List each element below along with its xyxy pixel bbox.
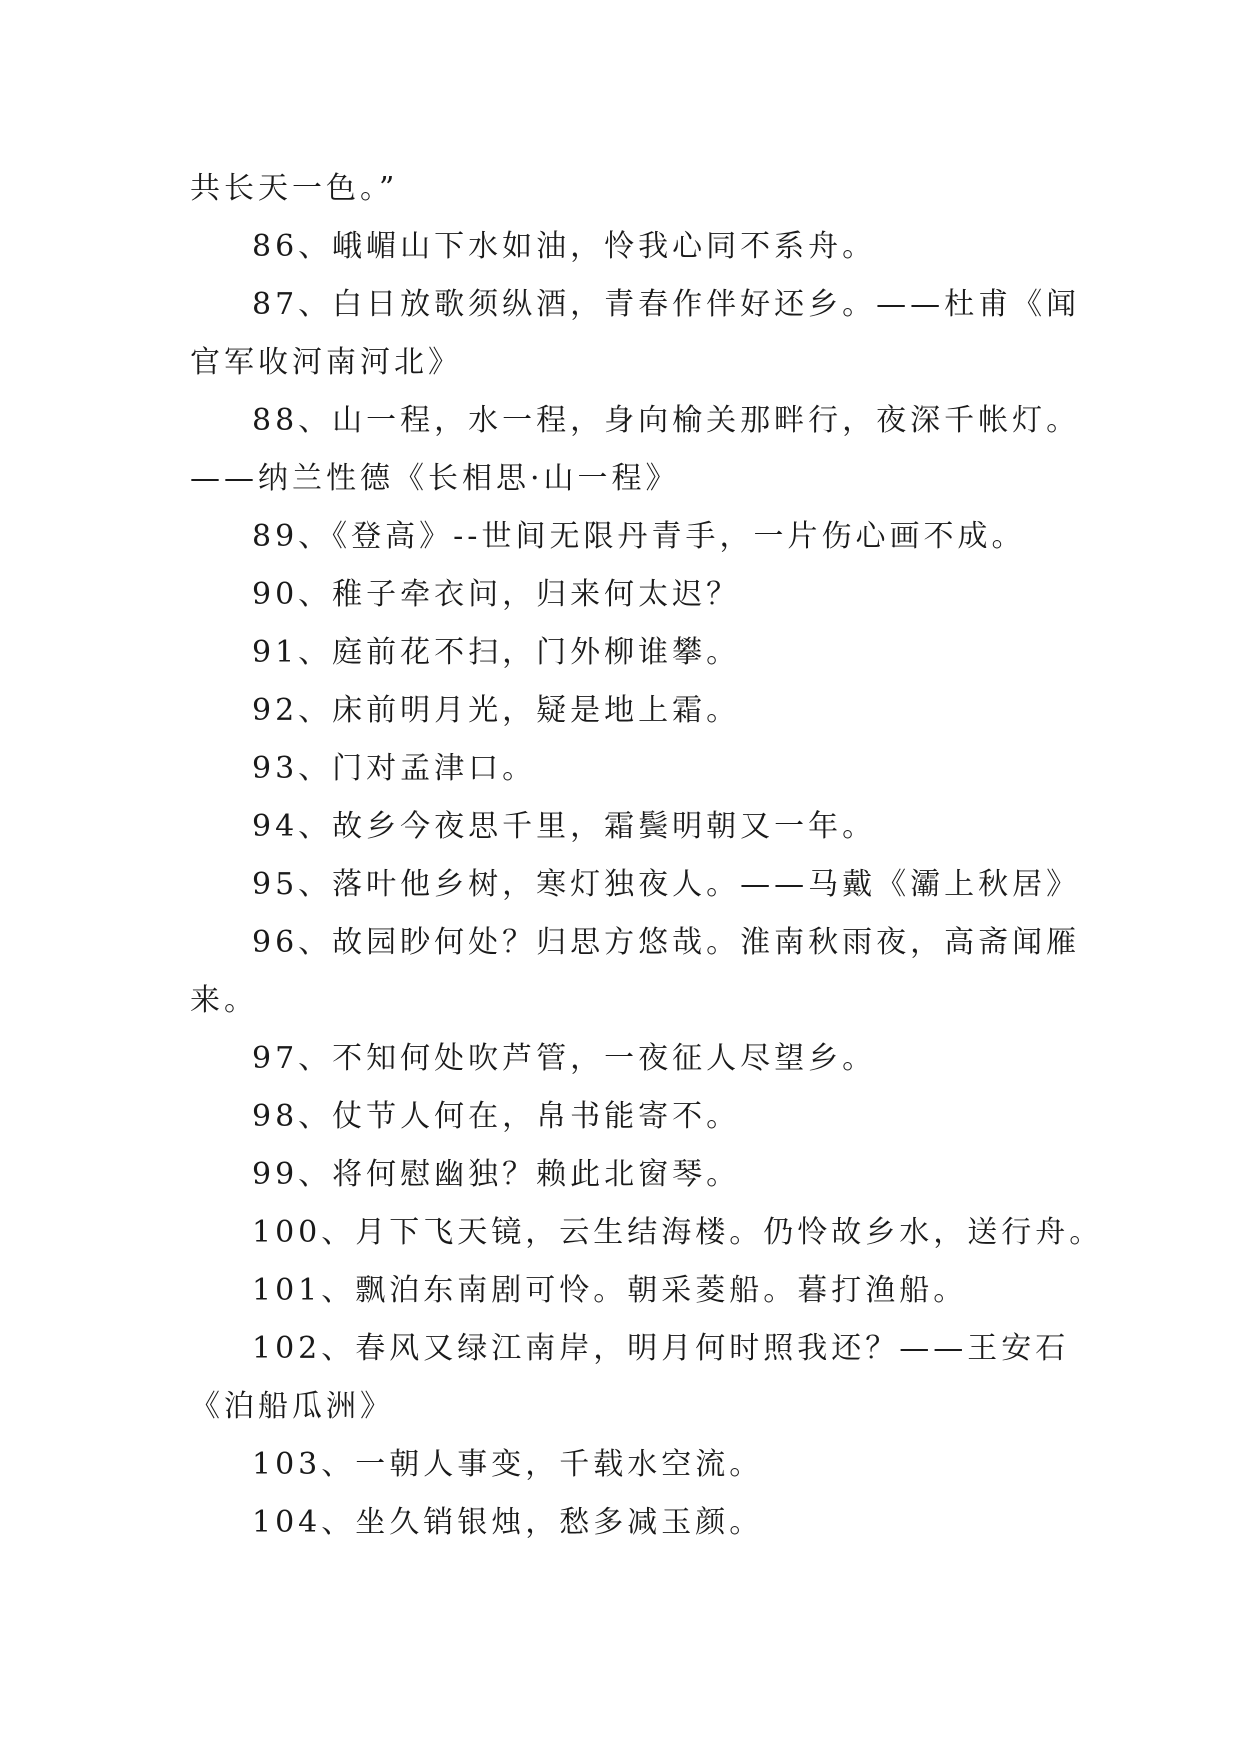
text-line: 97、不知何处吹芦管，一夜征人尽望乡。 bbox=[252, 1041, 877, 1076]
text-line: 89、《登高》--世间无限丹青手，一片伤心画不成。 bbox=[252, 519, 1026, 554]
text-line: 88、山一程，水一程，身向榆关那畔行，夜深千帐灯。 bbox=[252, 403, 1081, 438]
text-line: 96、故园眇何处？归思方悠哉。淮南秋雨夜，高斋闻雁 bbox=[252, 925, 1081, 960]
text-line: 《泊船瓜洲》 bbox=[190, 1389, 394, 1424]
text-line: 102、春风又绿江南岸，明月何时照我还？——王安石 bbox=[252, 1331, 1070, 1366]
text-line: 92、床前明月光，疑是地上霜。 bbox=[252, 693, 741, 728]
text-line: 90、稚子牵衣问，归来何太迟？ bbox=[252, 577, 741, 612]
text-line: 来。 bbox=[190, 983, 258, 1018]
text-line: 101、飘泊东南剧可怜。朝采菱船。暮打渔船。 bbox=[252, 1273, 968, 1308]
text-line: 官军收河南河北》 bbox=[190, 345, 462, 380]
text-line: 86、峨嵋山下水如油，怜我心同不系舟。 bbox=[252, 229, 877, 264]
document-body bbox=[190, 160, 1104, 1552]
text-line: 91、庭前花不扫，门外柳谁攀。 bbox=[252, 635, 741, 670]
text-line: 93、门对孟津口。 bbox=[252, 751, 537, 786]
text-line: 94、故乡今夜思千里，霜鬓明朝又一年。 bbox=[252, 809, 877, 844]
text-line: 104、坐久销银烛，愁多减玉颜。 bbox=[252, 1505, 764, 1540]
text-line: 99、将何慰幽独？赖此北窗琴。 bbox=[252, 1157, 741, 1192]
text-line: 103、一朝人事变，千载水空流。 bbox=[252, 1447, 764, 1482]
text-line: 共长天一色。” bbox=[190, 171, 399, 206]
text-line: 95、落叶他乡树，寒灯独夜人。——马戴《灞上秋居》 bbox=[252, 867, 1081, 902]
text-line: 87、白日放歌须纵酒，青春作伴好还乡。——杜甫《闻 bbox=[252, 287, 1081, 322]
text-line: 100、月下飞天镜，云生结海楼。仍怜故乡水，送行舟。 bbox=[252, 1215, 1104, 1250]
text-line: 98、仗节人何在，帛书能寄不。 bbox=[252, 1099, 741, 1134]
text-line: ——纳兰性德《长相思·山一程》 bbox=[190, 461, 680, 496]
